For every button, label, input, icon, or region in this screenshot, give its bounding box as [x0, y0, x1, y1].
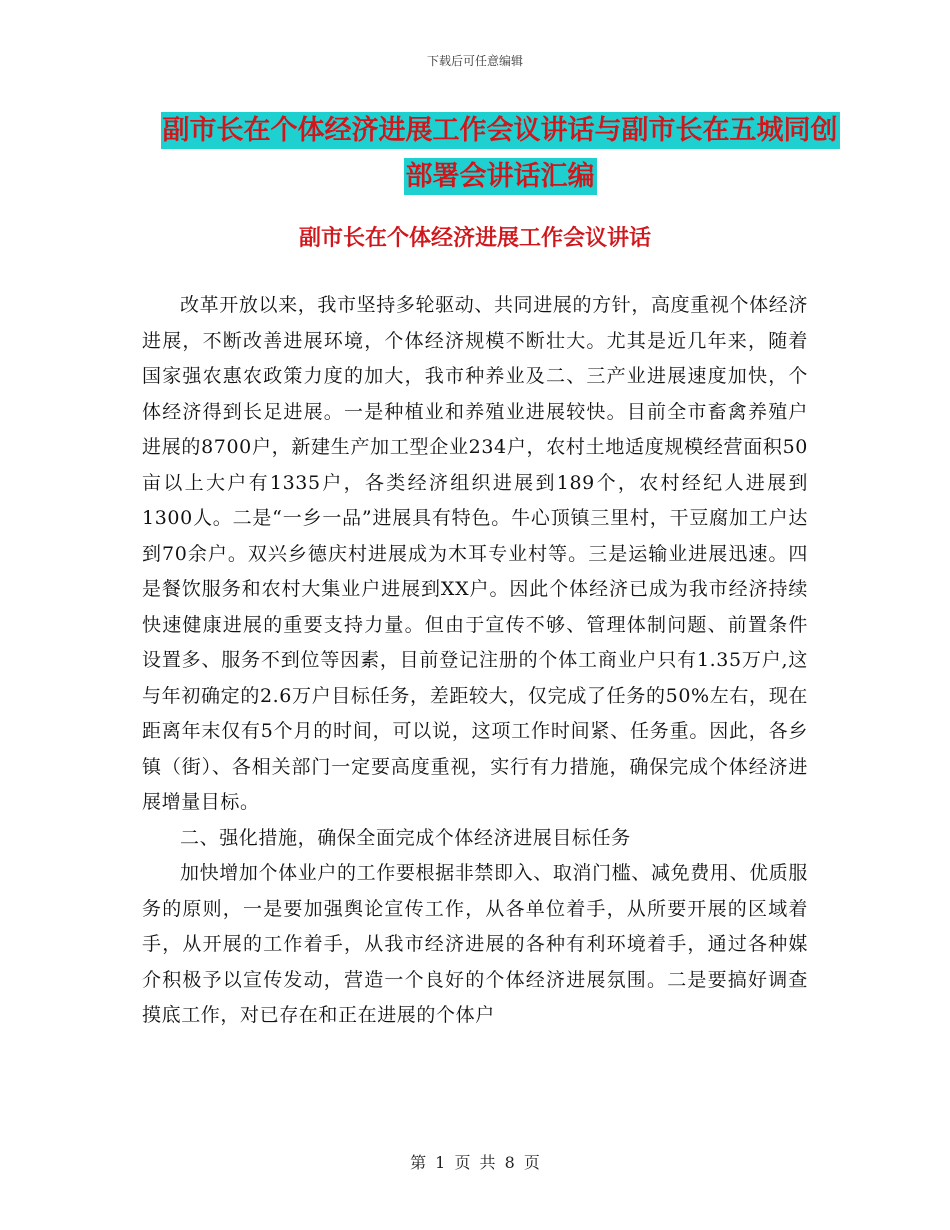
section-title: 副市长在个体经济进展工作会议讲话: [298, 225, 651, 251]
document-title: [150, 108, 850, 200]
paragraph: 改革开放以来，我市坚持多轮驱动、共同进展的方针，高度重视个体经济进展，不断改善进展环境，个体经济规模不断壮大。尤其是近几年来，随着国家强农惠农政策力度的加大，我市种养业及二、三产业进展速度加快，个体经济得到长足进展。一是种植业和养殖业进展较快。目前全市畜禽养殖户进展的8700户，新建生产加工型企业234户，农村土地适度规模经营面积50亩以上大户有1335户，各类经济组织进展到189个，农村经纪人进展到1300人。二是“一乡一品”进展具有特色。牛心顶镇三里村，干豆腐加工户达到70余户。双兴乡德庆村进展成为木耳专业村等。三是运输业进展迅速。四是餐饮服务和农村大集业户进展到XX户。因此个体经济已成为我市经济持续快速健康进展的重要支持力量。但由于宣传不够、管理体制问题、前置条件设置多、服务不到位等因素，目前登记注册的个体工商业户只有1.35万户,这与年初确定的2.6万户目标任务，差距较大，仅完成了任务的50%左右，现在距离年末仅有5个月的时间，可以说，这项工作时间紧、任务重。因此，各乡镇（街）、各相关部门一定要高度重视，实行有力措施，确保完成个体经济进展增量目标。: [142, 294, 808, 813]
document-title-text: 副市长在个体经济进展工作会议讲话与副市长在五城同创部署会讲话汇编: [161, 112, 840, 195]
header-note: 下载后可任意编辑: [426, 54, 523, 68]
paragraph: 加快增加个体业户的工作要根据非禁即入、取消门槛、减免费用、优质服务的原则，一是要加强舆论宣传工作，从各单位着手，从所要开展的区域着手，从开展的工作着手，从我市经济进展的各种有利环境着手，通过各种媒介积极予以宣传发动，营造一个良好的个体经济进展氛围。二是要搞好调查摸底工作，对已存在和正在进展的个体户: [142, 862, 808, 1026]
document-body: [142, 288, 808, 1034]
page-footer: 第 1 页 共 8 页: [410, 1153, 540, 1172]
paragraph: 二、强化措施，确保全面完成个体经济进展目标任务: [180, 826, 631, 849]
